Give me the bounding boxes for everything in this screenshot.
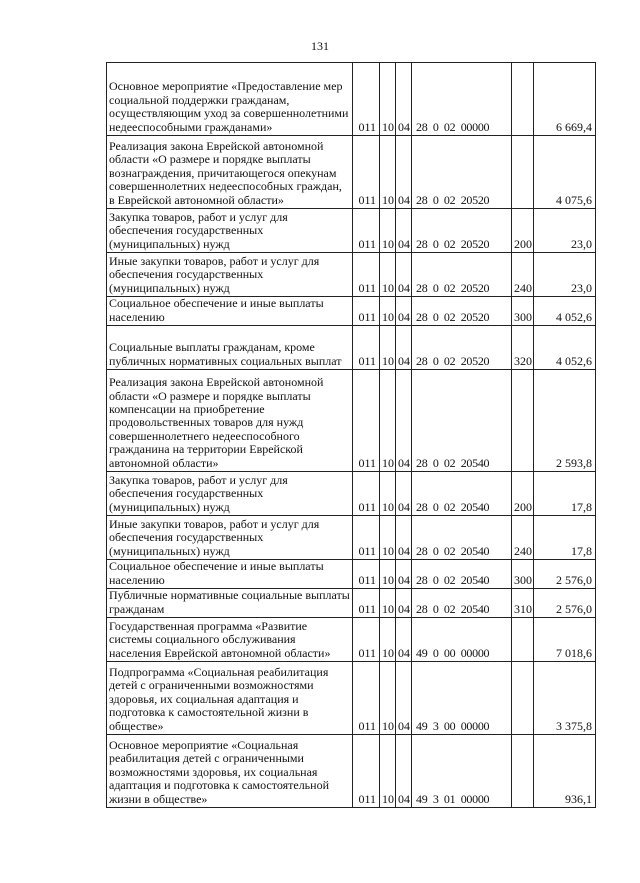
ministry-code: 011 (353, 209, 380, 253)
expense-type-code (512, 63, 534, 136)
program-code: 49 (416, 645, 428, 660)
section-code: 10 (380, 472, 396, 516)
direction-code: 20520 (460, 280, 490, 295)
program-code: 28 (416, 455, 428, 470)
amount: 2 576,0 (534, 589, 596, 618)
target-article-code (412, 735, 512, 808)
expense-type-code (512, 136, 534, 209)
subprogram-code: 0 (432, 572, 439, 587)
section-code: 10 (380, 589, 396, 618)
subsection-code: 04 (396, 297, 412, 326)
program-code: 28 (416, 572, 428, 587)
item-name: Основное мероприятие «Социальная реабилитация детей с ограниченными возможностями здоровья, их социальная адаптация и подготовка к самостоятельной жизни в обществе» (107, 735, 353, 808)
amount: 6 669,4 (534, 63, 596, 136)
table-row (107, 735, 596, 808)
direction-code: 00000 (460, 791, 490, 806)
program-code: 28 (416, 309, 428, 324)
table-row (107, 63, 596, 136)
subprogram-code: 0 (432, 601, 439, 616)
subprogram-code: 0 (432, 280, 439, 295)
table-row (107, 136, 596, 209)
table-row (107, 560, 596, 589)
amount: 2 576,0 (534, 560, 596, 589)
expense-type-code: 300 (512, 560, 534, 589)
activity-code: 02 (443, 499, 456, 514)
direction-code: 20520 (460, 192, 490, 207)
amount: 23,0 (534, 253, 596, 297)
subsection-code: 04 (396, 516, 412, 560)
section-code: 10 (380, 370, 396, 472)
subprogram-code: 3 (432, 791, 439, 806)
subprogram-code: 0 (432, 353, 439, 368)
amount: 2 593,8 (534, 370, 596, 472)
subprogram-code: 0 (432, 543, 439, 558)
amount: 4 052,6 (534, 297, 596, 326)
table-row (107, 297, 596, 326)
section-code: 10 (380, 735, 396, 808)
program-code: 28 (416, 236, 428, 251)
target-article-code (412, 472, 512, 516)
table-row (107, 618, 596, 662)
item-name: Иные закупки товаров, работ и услуг для обеспечения государственных (муниципальных) нужд (107, 516, 353, 560)
section-code: 10 (380, 136, 396, 209)
expense-type-code: 310 (512, 589, 534, 618)
activity-code: 01 (443, 791, 456, 806)
expense-type-code: 300 (512, 297, 534, 326)
section-code: 10 (380, 63, 396, 136)
activity-code: 00 (443, 718, 456, 733)
program-code: 28 (416, 601, 428, 616)
expense-type-code (512, 662, 534, 735)
section-code: 10 (380, 662, 396, 735)
target-article-code (412, 516, 512, 560)
ministry-code: 011 (353, 136, 380, 209)
ministry-code: 011 (353, 370, 380, 472)
amount: 23,0 (534, 209, 596, 253)
amount: 17,8 (534, 472, 596, 516)
subprogram-code: 3 (432, 718, 439, 733)
expense-type-code: 240 (512, 516, 534, 560)
program-code: 28 (416, 119, 428, 134)
section-code: 10 (380, 560, 396, 589)
item-name: Подпрограмма «Социальная реабилитация детей с ограниченными возможностями здоровья, их социальная адаптация и подготовка к самостоятельной жизни в обществе» (107, 662, 353, 735)
table-row (107, 472, 596, 516)
direction-code: 20540 (460, 601, 490, 616)
subsection-code: 04 (396, 560, 412, 589)
section-code: 10 (380, 618, 396, 662)
subprogram-code: 0 (432, 499, 439, 514)
program-code: 28 (416, 280, 428, 295)
activity-code: 02 (443, 572, 456, 587)
table-row (107, 253, 596, 297)
item-name: Реализация закона Еврейской автономной области «О размере и порядке выплаты вознаграждения, причитающегося опекунам совершеннолетних недееспособных граждан, в Еврейской автономной области» (107, 136, 353, 209)
section-code: 10 (380, 326, 396, 370)
section-code: 10 (380, 253, 396, 297)
table-row (107, 662, 596, 735)
expense-type-code: 200 (512, 472, 534, 516)
direction-code: 20520 (460, 309, 490, 324)
table-row (107, 370, 596, 472)
ministry-code: 011 (353, 516, 380, 560)
expense-type-code (512, 370, 534, 472)
item-name: Социальные выплаты гражданам, кроме публичных нормативных социальных выплат (107, 326, 353, 370)
direction-code: 20520 (460, 236, 490, 251)
target-article-code (412, 589, 512, 618)
table-row (107, 589, 596, 618)
ministry-code: 011 (353, 560, 380, 589)
table-row (107, 326, 596, 370)
expense-type-code (512, 618, 534, 662)
subprogram-code: 0 (432, 455, 439, 470)
item-name: Основное мероприятие «Предоставление мер социальной поддержки гражданам, осуществляющим уход за совершеннолетними недееспособными гражданами» (107, 63, 353, 136)
direction-code: 00000 (460, 645, 490, 660)
amount: 3 375,8 (534, 662, 596, 735)
activity-code: 02 (443, 192, 456, 207)
subsection-code: 04 (396, 735, 412, 808)
program-code: 49 (416, 791, 428, 806)
item-name: Закупка товаров, работ и услуг для обеспечения государственных (муниципальных) нужд (107, 209, 353, 253)
target-article-code (412, 297, 512, 326)
amount: 936,1 (534, 735, 596, 808)
amount: 17,8 (534, 516, 596, 560)
direction-code: 00000 (460, 119, 490, 134)
item-name: Иные закупки товаров, работ и услуг для обеспечения государственных (муниципальных) нужд (107, 253, 353, 297)
subsection-code: 04 (396, 370, 412, 472)
amount: 7 018,6 (534, 618, 596, 662)
target-article-code (412, 662, 512, 735)
budget-table (106, 62, 596, 808)
direction-code: 20540 (460, 543, 490, 558)
direction-code: 00000 (460, 718, 490, 733)
ministry-code: 011 (353, 63, 380, 136)
target-article-code (412, 560, 512, 589)
activity-code: 02 (443, 455, 456, 470)
activity-code: 02 (443, 236, 456, 251)
activity-code: 02 (443, 280, 456, 295)
program-code: 28 (416, 192, 428, 207)
program-code: 49 (416, 718, 428, 733)
target-article-code (412, 253, 512, 297)
target-article-code (412, 136, 512, 209)
expense-type-code (512, 735, 534, 808)
program-code: 28 (416, 499, 428, 514)
ministry-code: 011 (353, 253, 380, 297)
subprogram-code: 0 (432, 645, 439, 660)
ministry-code: 011 (353, 326, 380, 370)
ministry-code: 011 (353, 618, 380, 662)
subprogram-code: 0 (432, 309, 439, 324)
subsection-code: 04 (396, 589, 412, 618)
item-name: Реализация закона Еврейской автономной области «О размере и порядке выплаты компенсации на приобретение продовольственных товаров для нужд совершеннолетнего недееспособного гражданина на территории Еврейской автономной области» (107, 370, 353, 472)
target-article-code (412, 326, 512, 370)
ministry-code: 011 (353, 735, 380, 808)
direction-code: 20540 (460, 455, 490, 470)
activity-code: 02 (443, 309, 456, 324)
activity-code: 02 (443, 543, 456, 558)
amount: 4 052,6 (534, 326, 596, 370)
item-name: Закупка товаров, работ и услуг для обеспечения государственных (муниципальных) нужд (107, 472, 353, 516)
target-article-code (412, 618, 512, 662)
subsection-code: 04 (396, 326, 412, 370)
ministry-code: 011 (353, 297, 380, 326)
target-article-code (412, 63, 512, 136)
item-name: Государственная программа «Развитие системы социального обслуживания населения Еврейской автономной области» (107, 618, 353, 662)
program-code: 28 (416, 353, 428, 368)
expense-type-code: 320 (512, 326, 534, 370)
subsection-code: 04 (396, 618, 412, 662)
section-code: 10 (380, 516, 396, 560)
expense-type-code: 200 (512, 209, 534, 253)
direction-code: 20520 (460, 353, 490, 368)
subsection-code: 04 (396, 662, 412, 735)
subsection-code: 04 (396, 136, 412, 209)
item-name: Публичные нормативные социальные выплаты гражданам (107, 589, 353, 618)
target-article-code (412, 209, 512, 253)
direction-code: 20540 (460, 572, 490, 587)
item-name: Социальное обеспечение и иные выплаты населению (107, 560, 353, 589)
page-number: 131 (311, 39, 329, 53)
program-code: 28 (416, 543, 428, 558)
section-code: 10 (380, 209, 396, 253)
activity-code: 02 (443, 353, 456, 368)
expense-type-code: 240 (512, 253, 534, 297)
amount: 4 075,6 (534, 136, 596, 209)
item-name: Социальное обеспечение и иные выплаты населению (107, 297, 353, 326)
subsection-code: 04 (396, 472, 412, 516)
ministry-code: 011 (353, 472, 380, 516)
section-code: 10 (380, 297, 396, 326)
ministry-code: 011 (353, 589, 380, 618)
target-article-code (412, 370, 512, 472)
activity-code: 02 (443, 601, 456, 616)
activity-code: 00 (443, 645, 456, 660)
table-row (107, 209, 596, 253)
activity-code: 02 (443, 119, 456, 134)
direction-code: 20540 (460, 499, 490, 514)
subprogram-code: 0 (432, 119, 439, 134)
subprogram-code: 0 (432, 192, 439, 207)
subprogram-code: 0 (432, 236, 439, 251)
subsection-code: 04 (396, 253, 412, 297)
subsection-code: 04 (396, 63, 412, 136)
subsection-code: 04 (396, 209, 412, 253)
table-row (107, 516, 596, 560)
ministry-code: 011 (353, 662, 380, 735)
